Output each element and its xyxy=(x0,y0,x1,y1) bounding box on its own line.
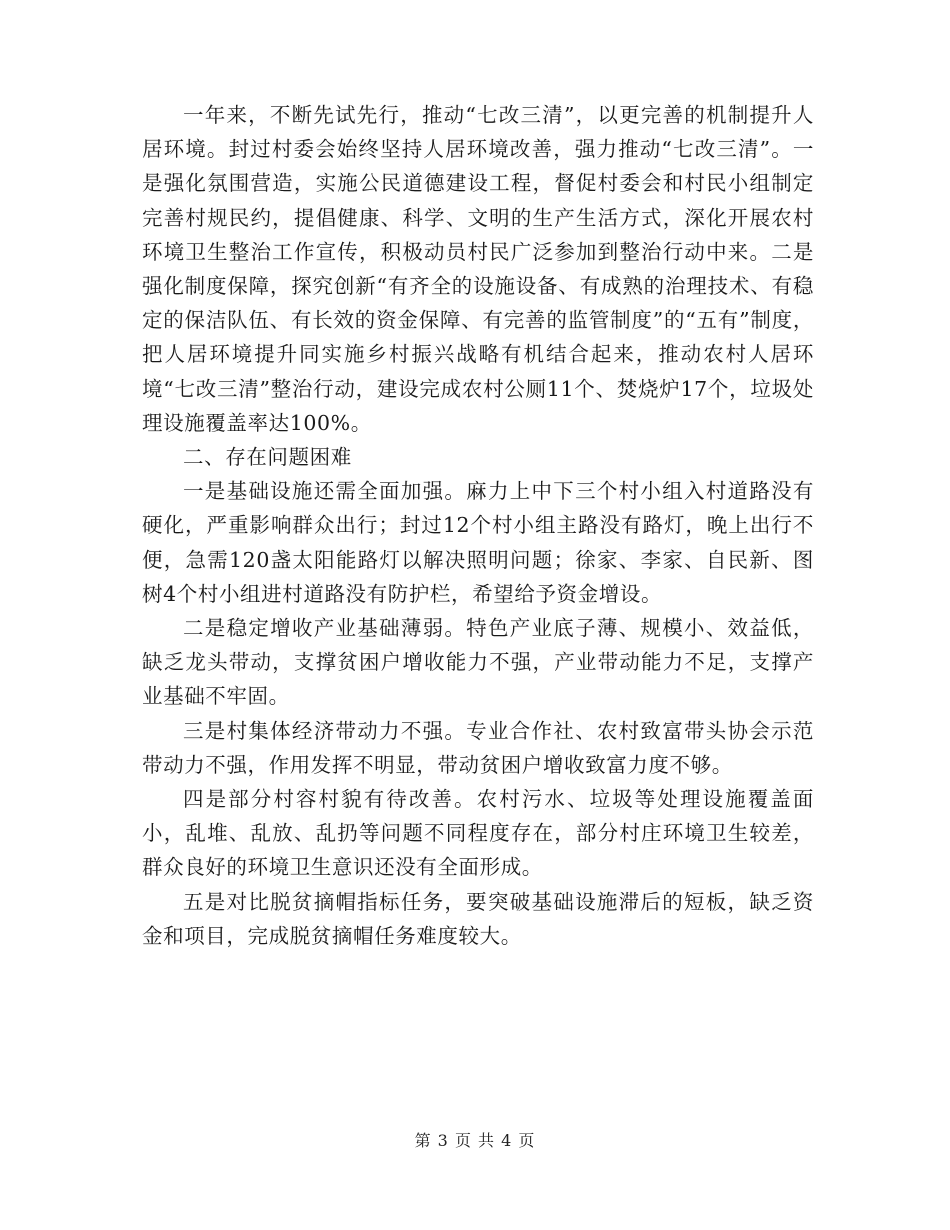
paragraph-village-appearance: 四是部分村容村貌有待改善。农村污水、垃圾等处理设施覆盖面小，乱堆、乱放、乱扔等问题不同程度存在，部分村庄环境卫生较差，群众良好的环境卫生意识还没有全面形成。 xyxy=(142,787,814,880)
page-number: 第 3 页 共 4 页 xyxy=(414,1131,536,1150)
paragraph-collective-economy: 三是村集体经济带动力不强。专业合作社、农村致富带头协会示范带动力不强，作用发挥不明显，带动贫困户增收致富力度不够。 xyxy=(142,718,814,777)
paragraph-infrastructure: 一是基础设施还需全面加强。麻力上中下三个村小组入村道路没有硬化，严重影响群众出行；封过12个村小组主路没有路灯，晚上出行不便，急需120盏太阳能路灯以解决照明问题；徐家、李家、自民新、图树4个村小组进村道路没有防护栏，希望给予资金增设。 xyxy=(142,479,814,606)
page-footer xyxy=(0,1128,950,1151)
document-body xyxy=(142,98,814,953)
paragraph-poverty-targets: 五是对比脱贫摘帽指标任务，要突破基础设施滞后的短板，缺乏资金和项目，完成脱贫摘帽任务难度较大。 xyxy=(142,889,814,948)
section-heading-problems: 二、存在问题困难 xyxy=(183,445,352,470)
paragraph-environment-improvement: 一年来，不断先试先行，推动“七改三清”，以更完善的机制提升人居环境。封过村委会始终坚持人居环境改善，强力推动“七改三清”。一是强化氛围营造，实施公民道德建设工程，督促村委会和村民小组制定完善村规民约，提倡健康、科学、文明的生产生活方式，深化开展农村环境卫生整治工作宣传，积极动员村民广泛参加到整治行动中来。二是强化制度保障，探究创新“有齐全的设施设备、有成熟的治理技术、有稳定的保洁队伍、有长效的资金保障、有完善的监管制度”的“五有”制度，把人居环境提升同实施乡村振兴战略有机结合起来，推动农村人居环境“七改三清”整治行动，建设完成农村公厕11个、焚烧炉17个，垃圾处理设施覆盖率达100%。 xyxy=(142,103,814,435)
paragraph-industry-base: 二是稳定增收产业基础薄弱。特色产业底子薄、规模小、效益低，缺乏龙头带动，支撑贫困户增收能力不强，产业带动能力不足，支撑产业基础不牢固。 xyxy=(142,616,814,709)
